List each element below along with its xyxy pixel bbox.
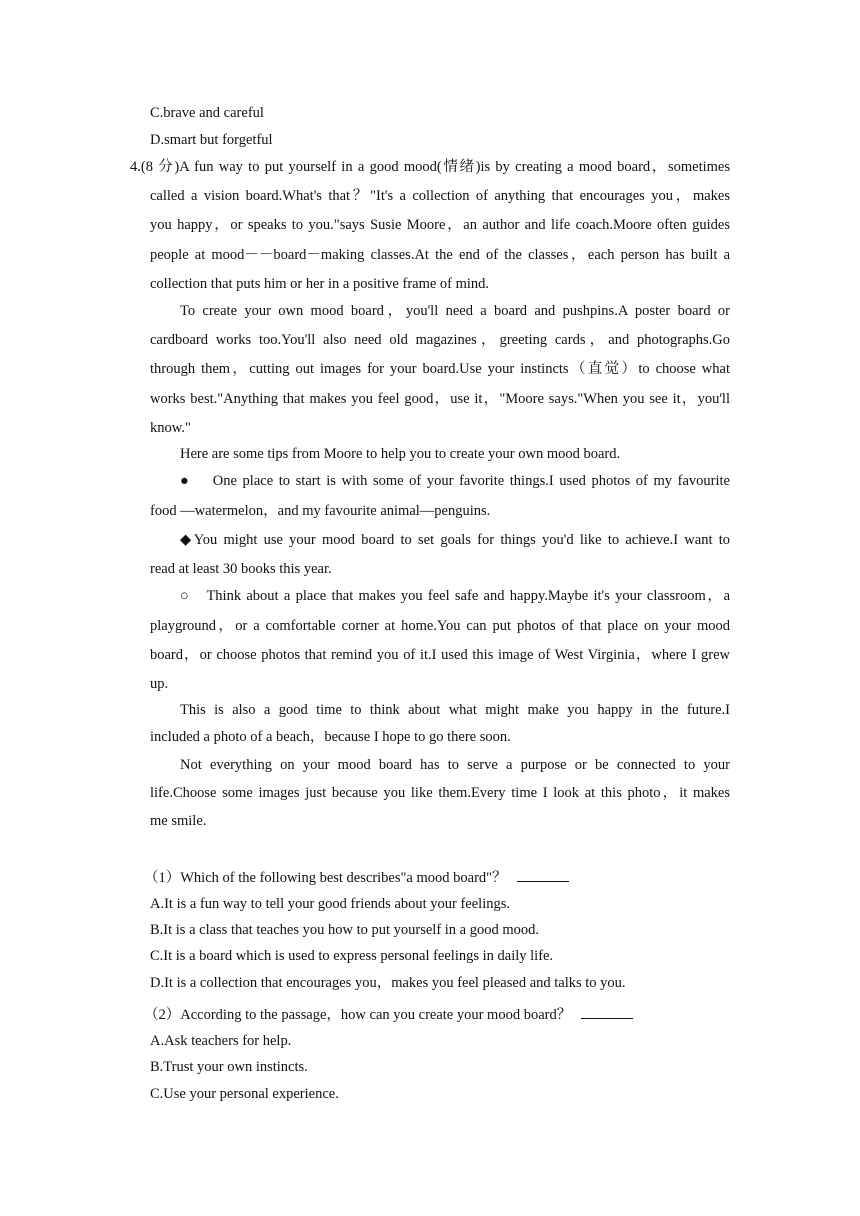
bullet-hollow-circle-icon: ○	[180, 588, 191, 604]
subq1-option-c: C.It is a board which is used to express personal feelings in daily life.	[150, 948, 554, 964]
q4-p4-line-1: This is also a good time to think about what might make you happy in the future.I	[180, 702, 730, 718]
bullet-filled-circle-icon: ●	[180, 473, 191, 489]
tip2-line-2: read at least 30 books this year.	[150, 561, 332, 577]
q4-p4-line-2: included a photo of a beach，because I hope to go there soon.	[150, 729, 511, 745]
tip3-text-1: Think about a place that makes you feel safe and happy.Maybe it's your classroom，a	[206, 588, 731, 604]
tip1-line-2: food —watermelon，and my favourite animal—penguins.	[150, 503, 491, 519]
tip3-line-3: board，or choose photos that remind you of it.I used this image of West Virginia，where I grew	[150, 647, 730, 663]
q4-first-line	[130, 158, 730, 176]
q4-p5-line-3: me smile.	[150, 813, 207, 829]
prev-option-c: C.brave and careful	[150, 105, 264, 121]
q4-p2-line-5: know."	[150, 420, 191, 436]
q4-p2-line-4: works best."Anything that makes you feel good，use it，"Moore says."When you see it，you'll	[150, 391, 730, 407]
tip1-line-1	[180, 472, 730, 490]
subq2-option-c: C.Use your personal experience.	[150, 1086, 339, 1102]
subq2-answer-blank[interactable]	[581, 1004, 633, 1019]
tip1-text-1: One place to start is with some of your favorite things.I used photos of my favourite	[212, 473, 730, 489]
q4-number: 4.	[130, 159, 141, 175]
subq1-option-a: A.It is a fun way to tell your good friends about your feelings.	[150, 896, 511, 912]
tip2-text-1: You might use your mood board to set goals for things you'd like to achieve.I want to	[193, 532, 730, 548]
q4-p1-line-2: called a vision board.What's that？"It's a collection of anything that encourages you，makes	[150, 188, 730, 204]
q4-p5-line-1: Not everything on your mood board has to serve a purpose or be connected to your	[180, 757, 730, 773]
q4-p2-line-1: To create your own mood board，you'll need a board and pushpins.A poster board or	[180, 303, 730, 319]
subq2-option-b: B.Trust your own instincts.	[150, 1059, 308, 1075]
q4-p2-line-3: through them，cutting out images for your board.Use your instincts（直觉）to choose what	[150, 361, 730, 377]
subq2-stem-row	[144, 1004, 633, 1024]
q4-p1-line-5: collection that puts him or her in a positive frame of mind.	[150, 276, 490, 292]
subq1-option-d: D.It is a collection that encourages you，makes you feel pleased and talks to you.	[150, 975, 626, 991]
tip3-line-4: up.	[150, 676, 169, 692]
subq1-stem-row	[144, 867, 569, 887]
tip2-line-1	[180, 531, 730, 549]
q4-score: (8 分)	[140, 159, 180, 175]
q4-p5-line-2: life.Choose some images just because you like them.Every time I look at this photo，it makes	[150, 785, 730, 801]
tip3-line-2: playground，or a comfortable corner at home.You can put photos of that place on your mood	[150, 618, 730, 634]
subq1-answer-blank[interactable]	[517, 867, 569, 882]
q4-p2-line-2: cardboard works too.You'll also need old magazines，greeting cards，and photographs.Go	[150, 332, 730, 348]
subq1-stem: （1）Which of the following best describes"a mood board"？	[144, 870, 507, 886]
tip3-line-1	[180, 587, 730, 605]
subq2-stem: （2）According to the passage，how can you create your mood board？	[144, 1007, 572, 1023]
bullet-diamond-icon: ◆	[180, 532, 194, 548]
subq2-option-a: A.Ask teachers for help.	[150, 1033, 292, 1049]
q4-p3: Here are some tips from Moore to help you to create your own mood board.	[180, 446, 621, 462]
q4-p1-line-3: you happy，or speaks to you."says Susie Moore，an author and life coach.Moore often guides	[150, 217, 730, 233]
q4-p1-line-4: people at mood－－board－making classes.At the end of the classes，each person has built a	[150, 247, 730, 263]
q4-p1-line-1: A fun way to put yourself in a good mood(情绪)is by creating a mood board，sometimes	[179, 159, 730, 175]
subq1-option-b: B.It is a class that teaches you how to put yourself in a good mood.	[150, 922, 540, 938]
prev-option-d: D.smart but forgetful	[150, 132, 273, 148]
